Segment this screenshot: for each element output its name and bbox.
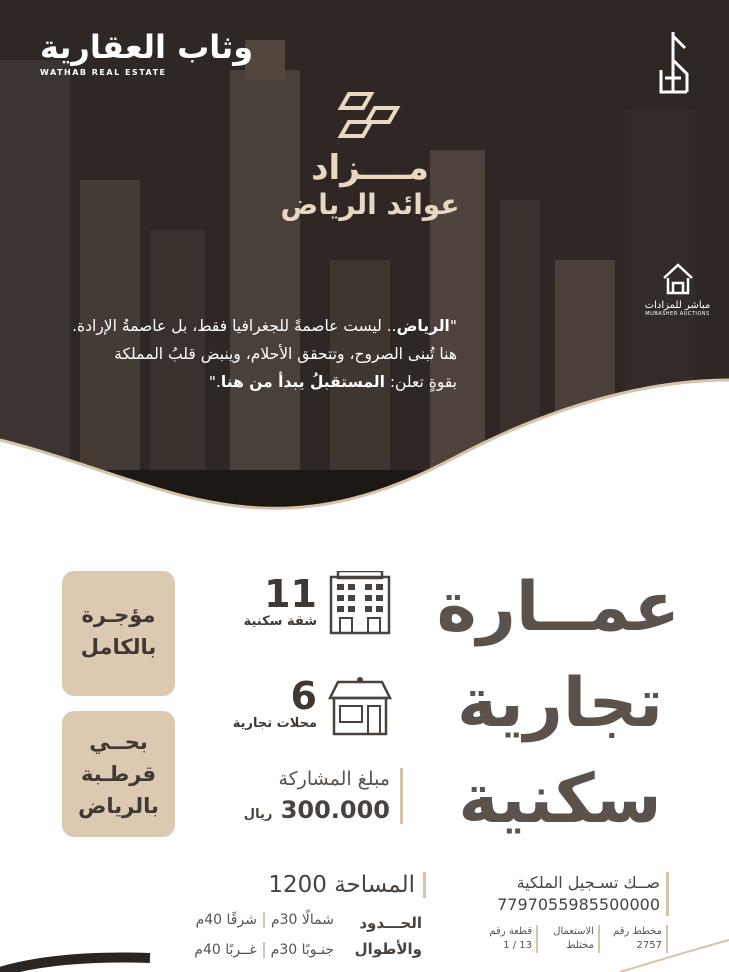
quote-line-3-bold: المستقبلُ يبدأ من هنا [220,373,385,391]
shops-label: محلات تجارية [232,716,317,731]
participation-currency: ريال [243,807,273,822]
title-line-1: عمــارة [436,568,680,647]
quote-line-2: هنا تُبنى الصروح، وتتحقق الأحلام، وينبض قلبُ المملكة [114,345,457,363]
participation-value: 300.000 [280,796,390,824]
deed-label: صــك تسـجيل الملكية [516,873,660,892]
apartments-count: 11 [264,572,317,616]
boundaries-heading-2: والأطوال [354,940,422,958]
location-line-3: بالرياض [78,794,159,818]
boundary-east: شرقًا 40م [195,912,257,928]
use-value: مختلط [566,940,594,951]
quote-rest-1: .. ليست عاصمةً للجغرافيا فقط، بل عاصمةُ الإرادة. [72,317,397,335]
quote-city: الرياض [396,317,450,335]
wathab-logo-english: WATHAB REAL ESTATE [40,68,167,77]
deed-number: 7797055985500000 [497,895,660,914]
wathab-logo-arabic: وثاب العقارية [40,28,254,66]
apartment-building-icon [328,571,392,635]
boundary-west: غــربًا 40م [194,942,257,958]
property-title [436,560,680,848]
quote-line-3-pre: بقوةٍ تعلن: [384,373,457,391]
shops-stat [205,676,317,731]
plan-label: مخطط رقم [613,926,662,937]
shops-count: 6 [290,674,317,718]
rented-badge [62,571,175,696]
auction-emblem-icon [335,88,405,144]
plot-value: 13 / 1 [503,940,532,951]
location-line-2: قرطـبة [80,762,157,786]
plot-label: قطعة رقم [489,926,532,937]
use-label: الاستعمال [553,926,594,937]
wathab-monogram-icon [655,30,695,106]
boundary-south: جنـوبًا 30م [263,942,340,958]
bottom-wave-decoration [0,930,729,972]
wathab-logo [40,30,253,77]
location-line-1: بحــي [89,730,148,754]
apartments-stat [215,574,317,629]
land-area: المساحة 1200 [225,872,426,898]
intro-quote [37,312,457,396]
mubasher-arabic: مباشر للمزادات [644,300,711,311]
auction-brand [270,88,470,222]
rented-line-1: مؤجـرة [81,603,156,627]
participation-amount [210,796,390,824]
title-line-2: تجارية [457,664,663,743]
participation-caption: مبلغ المشاركة [278,768,390,790]
shop-storefront-icon [328,676,392,738]
quote-line-3 [37,368,457,396]
location-badge [62,711,175,837]
mubasher-building-icon [661,262,695,296]
boundary-north: شمالًا 30م [263,912,340,928]
mubasher-english: MUBASHER AUCTIONS [645,311,710,317]
title-line-3: سكنية [458,760,662,839]
quote-line-1 [37,312,457,340]
participation-amount-box [210,768,403,824]
rented-line-2: بالكامل [80,635,157,659]
ownership-deed [480,872,669,916]
quote-open: " [449,317,457,335]
mubasher-logo [640,262,715,317]
auction-name: عوائد الرياض [280,188,460,221]
auction-word: مــــزاد [311,148,429,188]
quote-close: ." [208,373,221,391]
plan-value: 2757 [636,940,662,951]
apartments-label: شقة سكنية [243,614,317,629]
boundaries-row-1 [190,912,340,928]
boundaries-heading-1: الحـــدود [359,914,422,932]
